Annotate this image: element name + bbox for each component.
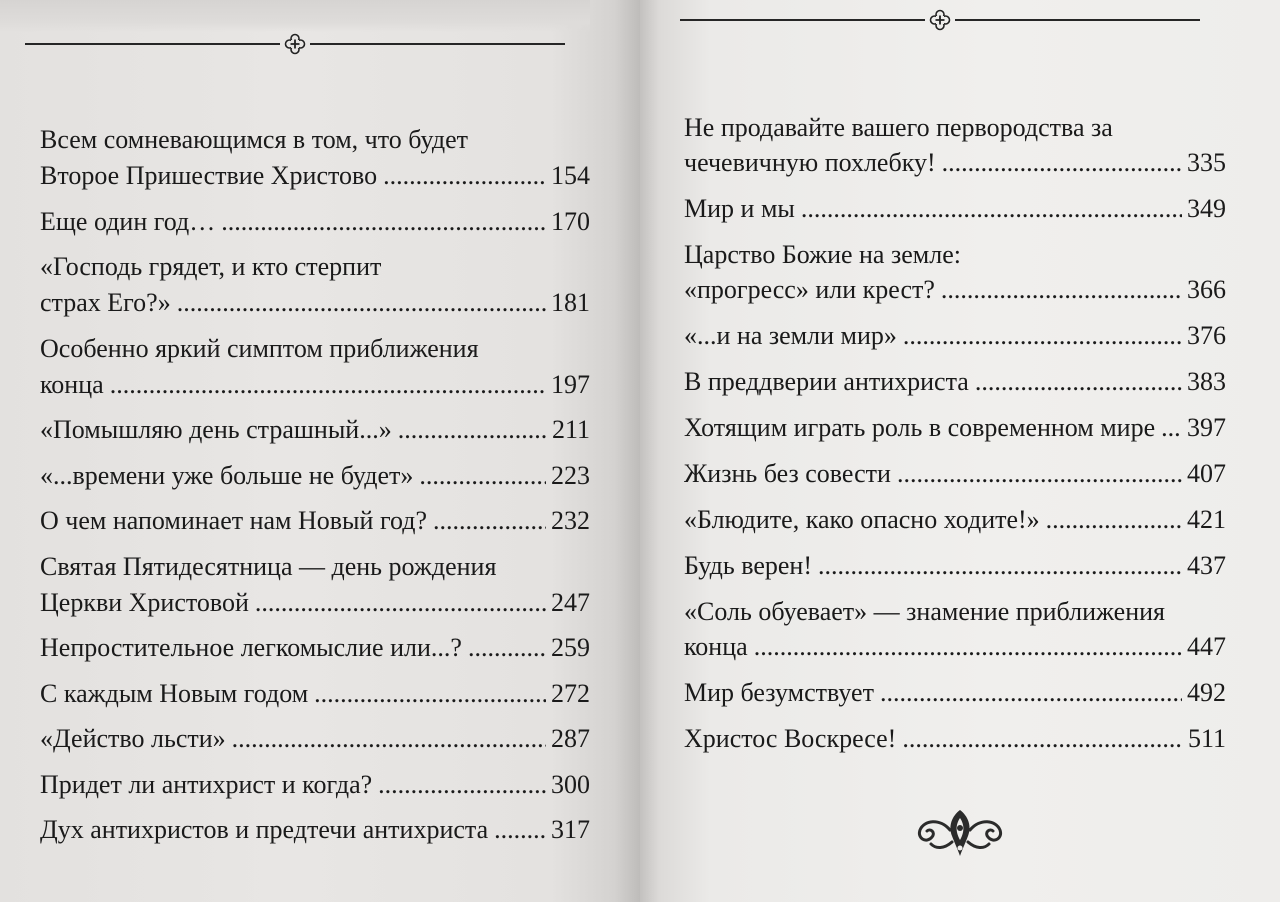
- toc-entry: [684, 191, 1226, 226]
- toc-page-number: 366: [1187, 275, 1226, 304]
- toc-entry: [684, 502, 1226, 537]
- toc-entry-last-line: [684, 629, 1226, 664]
- toc-entry: [684, 548, 1226, 583]
- dot-leader: [110, 367, 546, 403]
- toc-page-number: 272: [551, 678, 590, 708]
- toc-entry-title: Царство Божие на земле:: [684, 240, 961, 269]
- dot-leader: [1161, 410, 1182, 445]
- dot-leader: [880, 675, 1182, 710]
- toc-entry: [684, 456, 1226, 491]
- toc-entry-title: Мир и мы: [684, 194, 795, 223]
- dot-leader: [232, 721, 546, 757]
- toc-entry: [40, 630, 590, 666]
- toc-entry-title: Непростительное легкомыслие или...?: [40, 633, 462, 662]
- dot-leader: [801, 191, 1182, 226]
- toc-page-number: 181: [551, 288, 590, 317]
- toc-entry: [40, 331, 590, 403]
- toc-entry-last-line: [40, 767, 590, 803]
- toc-entry-last-line: [40, 367, 590, 403]
- toc-entry-last-line: [684, 548, 1226, 583]
- toc-entry-line: [40, 549, 590, 585]
- toc-page-number: 376: [1187, 321, 1226, 350]
- toc-entry-line: [40, 122, 590, 158]
- dot-leader: [897, 456, 1182, 491]
- toc-entry-title-continued: конца: [40, 369, 104, 399]
- toc-list-left: [40, 122, 590, 858]
- dot-leader: [378, 767, 546, 803]
- quatrefoil-cross-icon: [284, 33, 306, 55]
- toc-entry-title: Дух антихристов и предтечи антихриста: [40, 815, 489, 844]
- toc-entry-title: «...и на земли мир»: [684, 321, 897, 350]
- toc-entry-title: Жизнь без совести: [684, 459, 891, 488]
- toc-page-number: 383: [1187, 367, 1226, 396]
- toc-entry-title-continued: страх Его?»: [40, 288, 171, 317]
- toc-page-number: 223: [551, 460, 590, 490]
- toc-list-right: [684, 110, 1226, 767]
- toc-entry-last-line: [684, 272, 1226, 307]
- toc-entry-last-line: [40, 630, 590, 666]
- toc-entry: [40, 412, 590, 448]
- toc-entry-last-line: [684, 675, 1226, 710]
- header-rule: [680, 9, 1200, 31]
- toc-page-number: 197: [551, 369, 590, 399]
- dot-leader: [383, 158, 546, 194]
- toc-entry-title: С каждым Новым годом: [40, 678, 309, 708]
- toc-entry-line: [684, 594, 1226, 629]
- toc-entry: [684, 237, 1226, 307]
- dot-leader: [818, 548, 1182, 583]
- toc-page-number: 437: [1187, 551, 1226, 580]
- dot-leader: [314, 676, 546, 712]
- toc-entry: [684, 318, 1226, 353]
- toc-entry: [684, 410, 1226, 445]
- toc-entry-title: В преддверии антихриста: [684, 367, 969, 396]
- toc-page-number: 335: [1187, 148, 1226, 177]
- dot-leader: [177, 285, 546, 321]
- toc-page-number: 349: [1187, 194, 1226, 223]
- dot-leader: [398, 412, 547, 448]
- toc-entry: [40, 249, 590, 321]
- toc-entry: [684, 675, 1226, 710]
- toc-entry: [40, 549, 590, 621]
- toc-page-number: 287: [551, 724, 590, 753]
- toc-entry: [40, 721, 590, 757]
- toc-entry: [40, 458, 590, 494]
- fleuron-icon: [912, 804, 1008, 860]
- dot-leader: [903, 318, 1182, 353]
- dot-leader: [754, 629, 1182, 664]
- toc-entry-line: [40, 331, 590, 367]
- rule-line: [680, 19, 925, 21]
- toc-entry-last-line: [684, 410, 1226, 445]
- toc-entry-last-line: [40, 721, 590, 757]
- toc-entry: [684, 594, 1226, 664]
- rule-line: [310, 43, 565, 45]
- header-rule: [25, 33, 565, 55]
- toc-page-number: 447: [1187, 632, 1226, 661]
- toc-entry-title: «Блюдите, како опасно ходите!»: [684, 505, 1040, 534]
- toc-page-number: 492: [1187, 678, 1226, 707]
- toc-entry-title: Придет ли антихрист и когда?: [40, 769, 373, 799]
- toc-entry-line: [684, 237, 1226, 272]
- toc-page-number: 511: [1187, 724, 1226, 753]
- toc-entry-title: Будь верен!: [684, 551, 813, 580]
- toc-entry-title: Святая Пятидесятница — день рождения: [40, 551, 497, 581]
- toc-entry-title: Мир безумствует: [684, 678, 874, 707]
- toc-entry-last-line: [40, 458, 590, 494]
- toc-entry-last-line: [40, 285, 590, 321]
- toc-entry-last-line: [684, 145, 1226, 180]
- toc-entry-title-continued: чечевичную похлебку!: [684, 148, 936, 177]
- toc-page-number: 247: [551, 587, 590, 617]
- toc-entry-last-line: [40, 204, 590, 240]
- dot-leader: [419, 458, 546, 494]
- toc-entry-last-line: [40, 676, 590, 712]
- toc-page-number: 259: [551, 633, 590, 662]
- toc-page-number: 170: [551, 206, 590, 236]
- toc-page-number: 232: [551, 506, 590, 535]
- toc-entry-last-line: [684, 502, 1226, 537]
- rule-line: [955, 19, 1200, 21]
- toc-entry-last-line: [684, 721, 1226, 756]
- toc-entry-title: «Соль обуевает» — знамение приближения: [684, 597, 1165, 626]
- dot-leader: [494, 812, 546, 848]
- rule-line: [25, 43, 280, 45]
- toc-entry: [684, 364, 1226, 399]
- toc-entry-last-line: [684, 318, 1226, 353]
- toc-entry-title: Еще один год…: [40, 206, 216, 236]
- toc-entry-title: «Действо льсти»: [40, 724, 226, 753]
- toc-entry-last-line: [684, 456, 1226, 491]
- toc-entry-title-continued: конца: [684, 632, 748, 661]
- toc-entry: [40, 812, 590, 848]
- dot-leader: [975, 364, 1182, 399]
- toc-entry-title-continued: Второе Пришествие Христово: [40, 161, 378, 190]
- toc-page-number: 397: [1187, 413, 1226, 442]
- dot-leader: [468, 630, 546, 666]
- toc-entry-last-line: [40, 503, 590, 539]
- toc-entry-title-continued: Церкви Христовой: [40, 587, 249, 617]
- quatrefoil-cross-icon: [929, 9, 951, 31]
- toc-entry: [40, 204, 590, 240]
- toc-entry-last-line: [40, 412, 590, 448]
- page-edge-band: [0, 0, 590, 32]
- toc-entry-line: [40, 249, 590, 285]
- toc-page-number: 317: [551, 815, 590, 844]
- toc-entry-line: [684, 110, 1226, 145]
- toc-page-number: 421: [1187, 505, 1226, 534]
- dot-leader: [902, 721, 1183, 756]
- toc-entry-title: О чем напоминает нам Новый год?: [40, 506, 427, 535]
- toc-entry-title: Христос Воскресе!: [684, 724, 897, 753]
- toc-entry-title: «...времени уже больше не будет»: [40, 460, 414, 490]
- toc-entry-title: Всем сомневающимся в том, что будет: [40, 125, 469, 154]
- toc-page-number: 211: [551, 415, 590, 444]
- toc-entry: [40, 767, 590, 803]
- toc-entry-title: Хотящим играть роль в современном мире: [684, 413, 1156, 442]
- toc-entry-title: «Господь грядет, и кто стерпит: [40, 252, 382, 281]
- toc-entry: [684, 110, 1226, 180]
- toc-entry-last-line: [40, 812, 590, 848]
- toc-entry-last-line: [684, 191, 1226, 226]
- toc-entry: [40, 122, 590, 194]
- toc-entry-title: Не продавайте вашего первородства за: [684, 113, 1113, 142]
- toc-entry-last-line: [40, 158, 590, 194]
- toc-entry: [684, 721, 1226, 756]
- dot-leader: [1046, 502, 1182, 537]
- toc-entry-title: Особенно яркий симптом приближения: [40, 333, 479, 363]
- dot-leader: [433, 503, 546, 539]
- toc-entry-last-line: [684, 364, 1226, 399]
- toc-entry-title: «Помышляю день страшный...»: [40, 415, 392, 444]
- dot-leader: [942, 145, 1182, 180]
- dot-leader: [255, 585, 546, 621]
- dot-leader: [221, 204, 546, 240]
- toc-page-number: 300: [551, 769, 590, 799]
- toc-entry: [40, 503, 590, 539]
- toc-page-number: 154: [551, 161, 590, 190]
- toc-entry-title-continued: «прогресс» или крест?: [684, 275, 935, 304]
- toc-entry-last-line: [40, 585, 590, 621]
- toc-page-number: 407: [1187, 459, 1226, 488]
- dot-leader: [941, 272, 1182, 307]
- toc-entry: [40, 676, 590, 712]
